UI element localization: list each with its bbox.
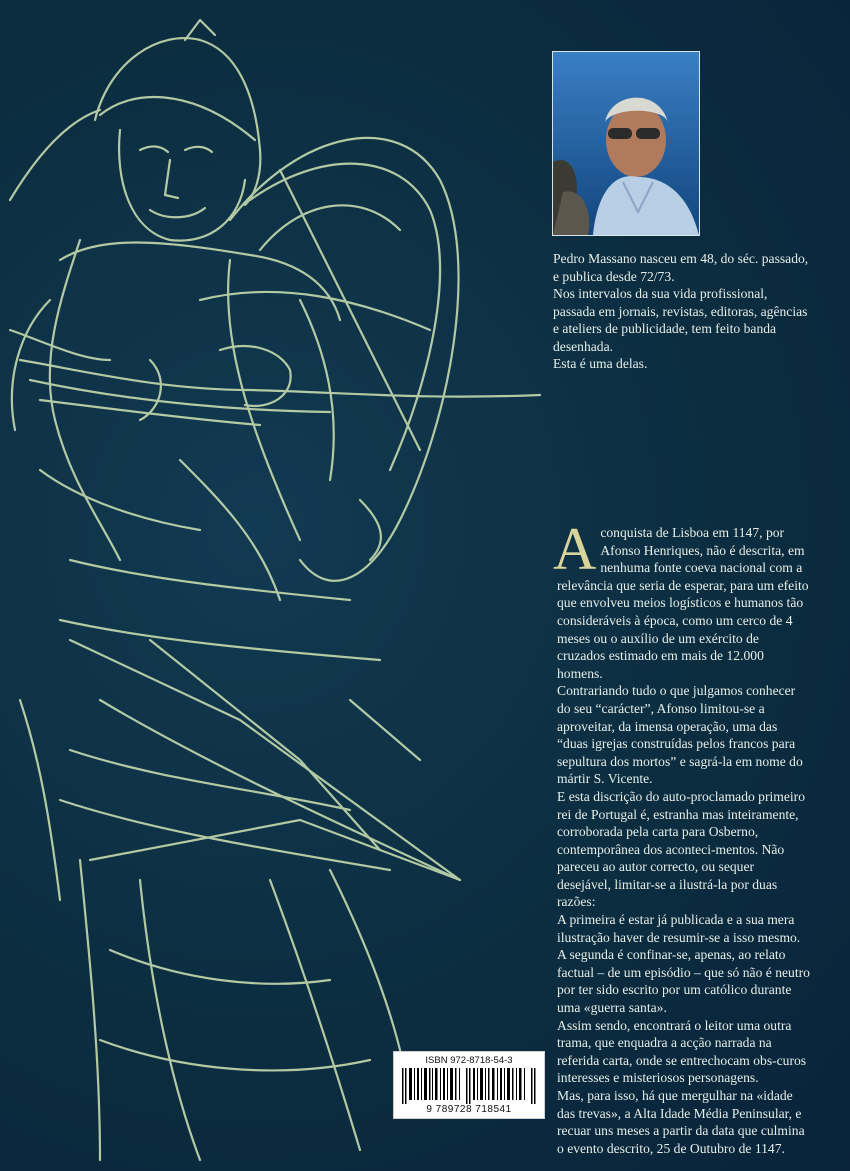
synopsis-paragraph: A primeira é estar já publicada e a sua mera ilustração haver de resumir-se a isso mesmo. (557, 912, 801, 945)
drop-cap: A (553, 516, 597, 582)
synopsis-paragraph: Assim sendo, encontrará o leitor uma outra trama, que enquadra a acção narrada na referida carta, onde se entrechocam obs-curos interesses e misteriosos personagens. (557, 1017, 807, 1086)
author-photo (552, 51, 700, 236)
author-biography (553, 250, 813, 373)
synopsis-paragraph: Mas, para isso, há que mergulhar na «idade das trevas», a Alta Idade Média Peninsular, e recuar uns meses a partir da data que culmina o evento descrito, 25 de Outubro de 1147. (557, 1088, 805, 1156)
barcode-digits: 9 789728 718541 (426, 1104, 512, 1115)
synopsis-paragraph (553, 516, 810, 682)
isbn-label: ISBN 972-8718-54-3 (425, 1055, 513, 1066)
barcode-bars (402, 1068, 536, 1104)
synopsis-paragraph: Contrariando tudo o que julgamos conhecer do seu “carácter”, Afonso limitou-se a aproveitar, da imensa operação, uma das “duas igrejas construídas pelos francos para sepultura dos mortos” e sagrá-la em nome do mártir S. Vicente. (557, 683, 803, 787)
bio-line: Esta é uma delas. (553, 356, 648, 371)
bio-line: Pedro Massano nasceu em 48, do séc. passado, e publica desde 72/73. (553, 251, 809, 284)
synopsis-text: conquista de Lisboa em 1147, por Afonso Henriques, não é descrita, em nenhuma fonte coeva nacional com a relevância que seria de esperar, para um efeito que envolveu meios logísticos e humanos tão consideráveis à época, como um cerco de 4 meses ou o auxílio de um exército de cruzados estimado em mais de 12.000 homens. (557, 525, 809, 681)
synopsis-paragraph: E esta discrição do auto-proclamado primeiro rei de Portugal é, estranha mas inteiramente, corroborada pela carta para Osberno, contemporânea dos aconteci-mentos. Não pareceu ao autor correcto, ou sequer desejável, limitar-se a ilustrá-la por duas razões: (557, 788, 805, 910)
bio-line: Nos intervalos da sua vida profissional, passada em jornais, revistas, editoras, agências e ateliers de publicidade, tem feito banda desenhada. (553, 286, 808, 354)
synopsis-paragraph: A segunda é confinar-se, apenas, ao relato factual – de um episódio – que só não é neutro por ter sido escrito por um católico durante uma «guerra santa». (557, 947, 810, 1016)
isbn-barcode (393, 1051, 545, 1119)
book-synopsis (553, 516, 810, 1157)
